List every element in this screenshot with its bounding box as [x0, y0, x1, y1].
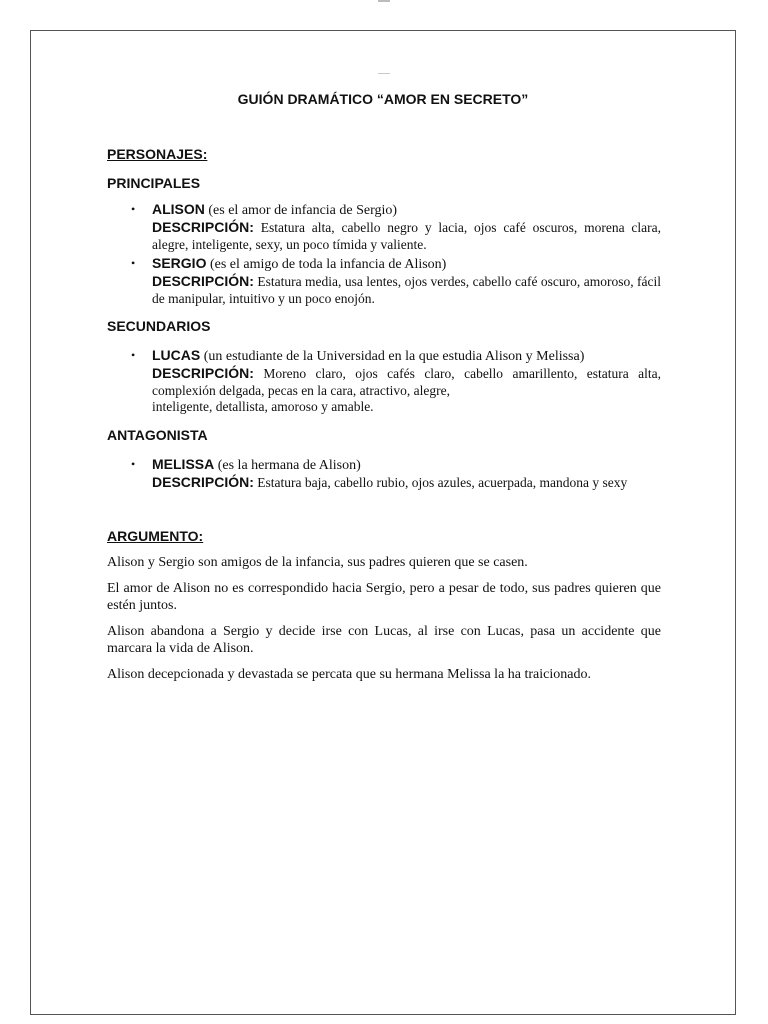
- argumento-paragraph: Alison abandona a Sergio y decide irse con Lucas, al irse con Lucas, pasa un accidente que marcara la vida de Alison.: [107, 624, 661, 656]
- antagonista-heading: ANTAGONISTA: [107, 426, 208, 443]
- principales-list: [107, 201, 661, 307]
- argumento-paragraph: El amor de Alison no es correspondido hacia Sergio, pero a pesar de todo, sus padres quieren que estén juntos.: [107, 581, 661, 613]
- character-description: [152, 219, 661, 253]
- character-description: [152, 365, 661, 399]
- secundarios-heading: SECUNDARIOS: [107, 318, 211, 334]
- description-continuation: inteligente, detallista, amoroso y amable.: [152, 399, 374, 414]
- antagonista-list: [107, 456, 661, 492]
- bullet-icon: •: [131, 456, 136, 471]
- document-body: [107, 146, 661, 683]
- character-description: [152, 474, 661, 492]
- character-alison: [107, 201, 661, 253]
- character-note: (es el amor de infancia de Sergio): [208, 203, 398, 218]
- bullet-icon: •: [131, 202, 136, 216]
- description-text: Estatura alta, cabello negro y lacia, ojos café oscuros, morena clara, alegre, inteligente, sexy, un poco tímida y valiente.: [152, 220, 661, 252]
- character-lucas: [107, 347, 661, 416]
- character-name: LUCAS: [152, 347, 201, 363]
- bullet-icon: •: [131, 256, 136, 270]
- bullet-icon: •: [131, 348, 136, 362]
- character-description: [152, 273, 661, 307]
- character-note: (un estudiante de la Universidad en la que estudia Alison y Melissa): [203, 349, 585, 364]
- argumento-paragraph: Alison decepcionada y devastada se percata que su hermana Melissa la ha traicionado.: [107, 667, 591, 682]
- document-page: [30, 30, 736, 1015]
- character-melissa: [107, 456, 661, 492]
- principales-heading: PRINCIPALES: [107, 175, 201, 191]
- character-note: (es la hermana de Alison): [217, 457, 361, 473]
- character-sergio: [107, 255, 661, 307]
- description-label: DESCRIPCIÓN:: [152, 219, 254, 235]
- secundarios-list: [107, 347, 661, 416]
- description-label: DESCRIPCIÓN:: [152, 473, 254, 490]
- character-name: ALISON: [152, 201, 205, 217]
- description-text: Estatura baja, cabello rubio, ojos azules, acuerpada, mandona y sexy: [257, 474, 628, 490]
- header-mark: [378, 73, 390, 74]
- character-name: SERGIO: [152, 255, 207, 271]
- top-edge-mark: [378, 0, 390, 2]
- argumento-heading: ARGUMENTO:: [107, 528, 204, 544]
- description-label: DESCRIPCIÓN:: [152, 273, 254, 289]
- character-name: MELISSA: [152, 455, 215, 472]
- description-text: Estatura media, usa lentes, ojos verdes, cabello café oscuro, amoroso, fácil de manipular, intuitivo y un poco enojón.: [152, 274, 662, 306]
- description-text: Moreno claro, ojos cafés claro, cabello amarillento, estatura alta, complexión delgada, pecas en la cara, atractivo, alegre,: [152, 366, 661, 398]
- description-label: DESCRIPCIÓN:: [152, 365, 254, 381]
- personajes-heading: PERSONAJES:: [107, 146, 208, 162]
- argumento-paragraph: Alison y Sergio son amigos de la infancia, sus padres quieren que se casen.: [107, 555, 528, 570]
- character-note: (es el amigo de toda la infancia de Alison): [209, 257, 447, 272]
- document-title: GUIÓN DRAMÁTICO “AMOR EN SECRETO”: [237, 91, 529, 107]
